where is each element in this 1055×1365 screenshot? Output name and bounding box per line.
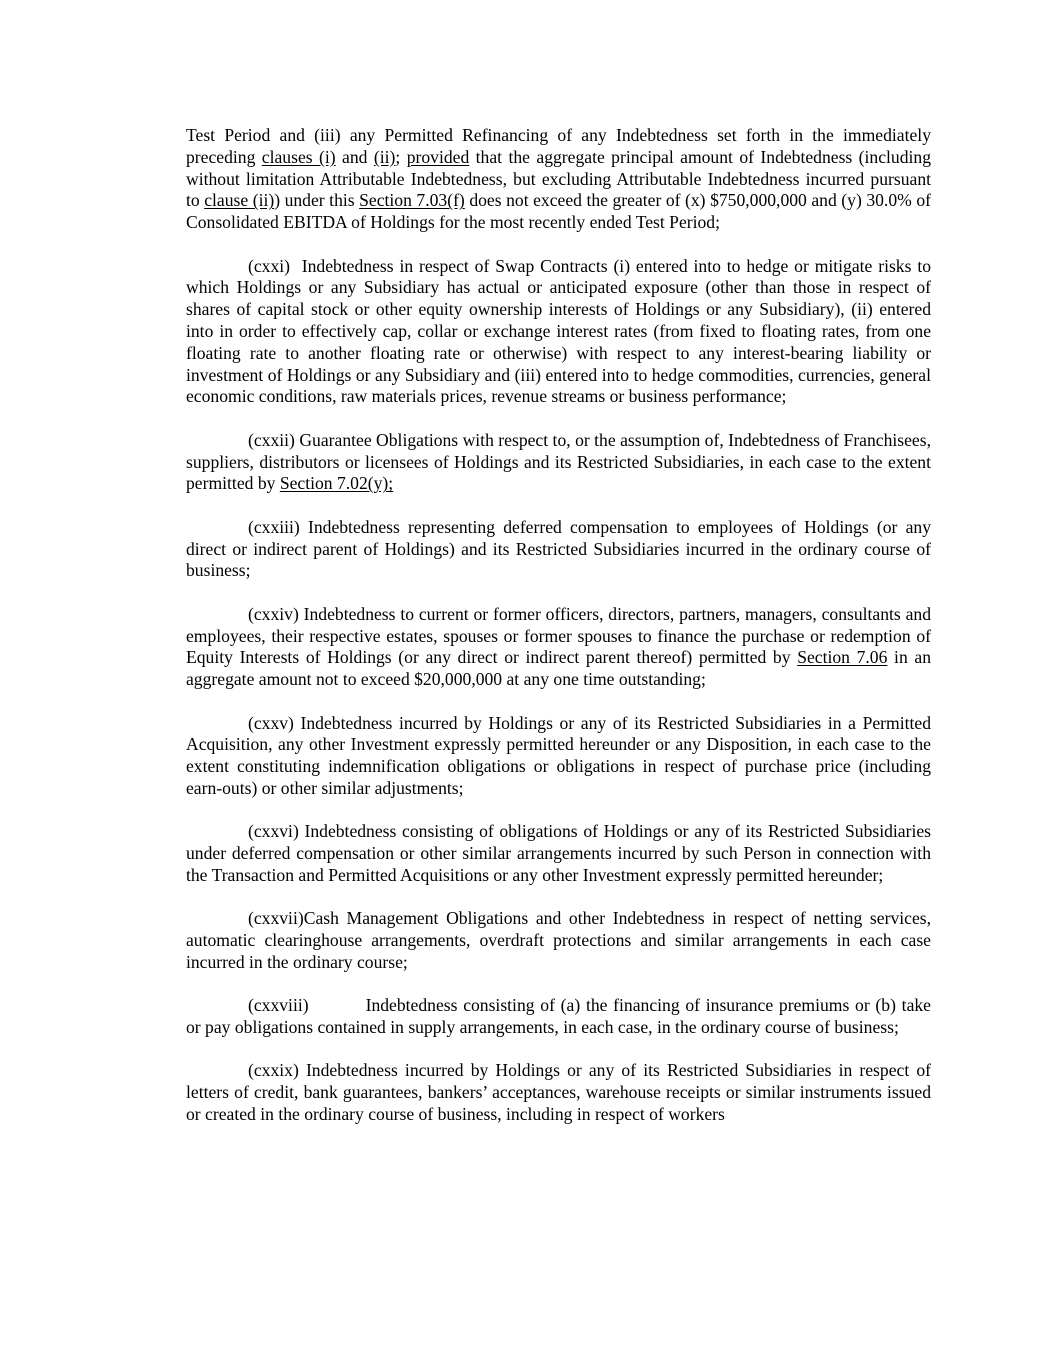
clause-cxxi [186, 255, 936, 409]
clause-number: (cxxii) [248, 429, 295, 450]
text-run: Test Period and (iii) any Permitted Refinancing of any Indebtedness set forth in the immediately preceding [186, 125, 931, 167]
clause-cxxvi [186, 821, 931, 886]
clause-text: Indebtedness in respect of Swap Contracts (i) entered into to hedge or mitigate risks to which Holdings or any Subsidiary has actual or anticipated exposure (other than those in respect of shares of capital stock or other equity ownership interests of Holdings or any Subsidiary), (ii) entered into in order to effectively cap, collar or exchange interest rates (from fixed to floating rates, from one floating rate to another floating rate or otherwise) with respect to any interest-bearing liability or investment of Holdings or any Subsidiary and (iii) entered into to hedge commodities, currencies, general economic conditions, raw materials prices, revenue streams or business performance; [186, 255, 936, 407]
text-run: that the aggregate principal amount of Indebtedness (including without limitation Attributable Indebtedness, but excluding Attributable Indebtedness incurred pursuant to [186, 146, 931, 211]
clause-cxxiii [186, 517, 931, 582]
clause-text: Indebtedness incurred by Holdings or any of its Restricted Subsidiaries in respect of letters of credit, bank guarantees, bankers’ acceptances, warehouse receipts or similar instruments issued or created in the ordinary course of business, including in respect of workers [186, 1060, 931, 1125]
clause-number: (cxxviii) [248, 995, 309, 1016]
clause-number: (cxxi) [248, 255, 291, 276]
clause-cxxviii [186, 995, 931, 1039]
cross-reference-section-7-03-f: Section 7.03(f) [359, 190, 465, 211]
cross-reference-section-7-06: Section 7.06 [797, 647, 888, 668]
text-run: ; [395, 146, 407, 167]
clause-text: Guarantee Obligations with respect to, or the assumption of, Indebtedness of Franchisees, suppliers, distributors or licensees of Holdings and its Restricted Subsidiaries, in each case to the extent permitted by [186, 429, 931, 494]
clause-text: in an aggregate amount not to exceed $20,000,000 at any one time outstanding; [186, 647, 932, 690]
clause-text: Indebtedness incurred by Holdings or any of its Restricted Subsidiaries in a Permitted Acquisition, any other Investment expressly permitted hereunder or any Disposition, in each case to the extent constituting indemnification obligations or obligations in respect of purchase price (including earn-outs) or other similar adjustments; [186, 712, 931, 798]
document-page [186, 125, 936, 1147]
clause-number: (cxxvi) [248, 821, 299, 842]
cross-reference-section-7-02-y: Section 7.02(y); [279, 473, 394, 494]
clause-text: Indebtedness representing deferred compensation to employees of Holdings (or any direct or indirect parent of Holdings) and its Restricted Subsidiaries incurred in the ordinary course of business; [186, 516, 931, 581]
text-run: does not exceed the greater of (x) $750,000,000 and (y) 30.0% of Consolidated EBITDA of Holdings for the most recently ended Test Period; [186, 190, 931, 233]
clause-cxxiv [186, 604, 931, 691]
clause-text: Indebtedness consisting of (a) the financing of insurance premiums or (b) take or pay obligations contained in supply arrangements, in each case, in the ordinary course of business; [186, 995, 931, 1038]
clause-number: (cxxiv) [248, 603, 299, 624]
clause-text: Indebtedness to current or former officers, directors, partners, managers, consultants and employees, their respective estates, spouses or former spouses to finance the purchase or redemption of Equity Interests of Holdings (or any direct or indirect parent thereof) permitted by [186, 603, 931, 668]
clause-number: (cxxv) [248, 712, 294, 733]
text-run: and [335, 146, 374, 167]
clause-number: (cxxvii) [248, 908, 304, 929]
text-run: ) under this [274, 190, 360, 211]
proviso-term: provided [406, 146, 470, 167]
clause-cxxii [186, 430, 931, 495]
clause-number: (cxxix) [248, 1060, 299, 1081]
clause-number: (cxxiii) [248, 516, 300, 537]
clause-text: Cash Management Obligations and other Indebtedness in respect of netting services, automatic clearinghouse arrangements, overdraft protections and similar arrangements in each case incurred in the ordinary course; [186, 908, 931, 972]
clause-cxxvii [186, 908, 931, 973]
paragraph-continuation [186, 125, 931, 234]
clause-cxxv [186, 713, 931, 800]
clause-cxxix [186, 1060, 931, 1125]
cross-reference-clause-ii: clause (ii) [204, 190, 275, 211]
clause-text: Indebtedness consisting of obligations of Holdings or any of its Restricted Subsidiaries under deferred compensation or other similar arrangements incurred by such Person in connection with the Transaction and Permitted Acquisitions or any other Investment expressly permitted hereunder; [186, 821, 931, 885]
cross-reference-ii: (ii) [373, 146, 396, 167]
cross-reference-clauses-i: clauses (i) [261, 146, 336, 167]
